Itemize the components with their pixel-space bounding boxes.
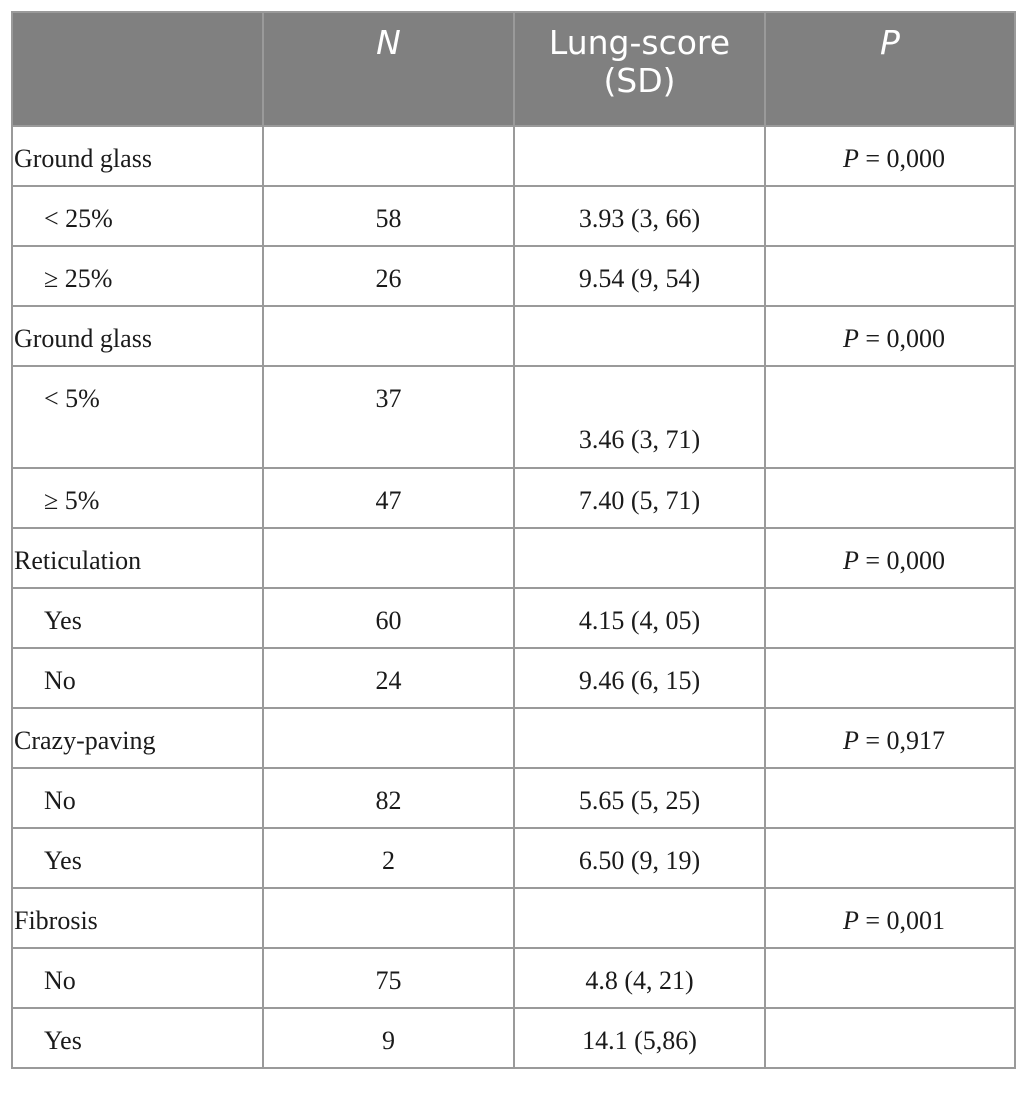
n-cell: 47: [263, 468, 514, 528]
table-row: [12, 1008, 1015, 1068]
lung-score-value: 3.46 (3, 71): [578, 425, 701, 454]
p-value-cell: [765, 768, 1015, 828]
table-row: [12, 468, 1015, 528]
n-cell: 37: [263, 366, 514, 468]
p-symbol: P: [842, 144, 859, 173]
table-row: [12, 366, 1015, 468]
header-row: [12, 12, 1015, 126]
sub-label: No: [12, 768, 263, 828]
group-label: Crazy-paving: [12, 708, 263, 768]
p-equals: =: [858, 726, 887, 755]
lung-score-cell: 14.1 (5,86): [514, 1008, 765, 1068]
p-value-cell: [765, 468, 1015, 528]
p-equals: =: [858, 546, 887, 575]
lung-score-cell: [514, 708, 765, 768]
table-row: [12, 588, 1015, 648]
lung-score-cell: [514, 306, 765, 366]
n-cell: 60: [263, 588, 514, 648]
sub-label: < 5%: [12, 366, 263, 468]
header-lung-score: Lung-score (SD): [514, 12, 765, 126]
group-row: [12, 708, 1015, 768]
n-cell: [263, 888, 514, 948]
p-value-cell: [765, 306, 1015, 366]
group-label: Reticulation: [12, 528, 263, 588]
lung-score-cell: 5.65 (5, 25): [514, 768, 765, 828]
table-row: [12, 648, 1015, 708]
p-value-cell: [765, 126, 1015, 186]
group-row: [12, 126, 1015, 186]
group-row: [12, 888, 1015, 948]
sub-label: No: [12, 948, 263, 1008]
group-row: [12, 306, 1015, 366]
p-value: 0,001: [886, 906, 946, 935]
lung-score-cell: 4.8 (4, 21): [514, 948, 765, 1008]
sub-label: Yes: [12, 588, 263, 648]
lung-score-cell: 4.15 (4, 05): [514, 588, 765, 648]
n-cell: [263, 708, 514, 768]
lung-score-cell: 9.46 (6, 15): [514, 648, 765, 708]
lung-score-cell: 9.54 (9, 54): [514, 246, 765, 306]
n-cell: 2: [263, 828, 514, 888]
lung-score-cell: [514, 888, 765, 948]
group-label: Ground glass: [12, 126, 263, 186]
p-value: 0,000: [886, 144, 946, 173]
header-p: P: [765, 12, 1015, 126]
p-equals: =: [858, 324, 887, 353]
p-value-cell: [765, 888, 1015, 948]
sub-label: No: [12, 648, 263, 708]
table-row: [12, 948, 1015, 1008]
group-label: Ground glass: [12, 306, 263, 366]
header-n: N: [263, 12, 514, 126]
lung-score-cell: [514, 126, 765, 186]
sub-label: ≥ 5%: [12, 468, 263, 528]
sub-label: Yes: [12, 828, 263, 888]
p-equals: =: [858, 906, 887, 935]
group-row: [12, 528, 1015, 588]
table-row: [12, 828, 1015, 888]
n-cell: [263, 528, 514, 588]
p-value-cell: [765, 528, 1015, 588]
p-value-cell: [765, 948, 1015, 1008]
p-value-cell: [765, 1008, 1015, 1068]
lung-score-cell: 7.40 (5, 71): [514, 468, 765, 528]
lung-score-cell: [514, 528, 765, 588]
p-value-cell: [765, 828, 1015, 888]
p-value-cell: [765, 708, 1015, 768]
lung-score-cell: 6.50 (9, 19): [514, 828, 765, 888]
p-value: 0,000: [886, 546, 946, 575]
n-cell: [263, 126, 514, 186]
sub-label: Yes: [12, 1008, 263, 1068]
sub-label: ≥ 25%: [12, 246, 263, 306]
n-cell: 26: [263, 246, 514, 306]
p-value-cell: [765, 588, 1015, 648]
lung-score-cell: 3.93 (3, 66): [514, 186, 765, 246]
p-symbol: P: [842, 726, 859, 755]
p-value: 0,917: [886, 726, 946, 755]
n-cell: 75: [263, 948, 514, 1008]
p-symbol: P: [842, 546, 859, 575]
table-body: [12, 126, 1015, 1068]
n-cell: 82: [263, 768, 514, 828]
table-row: [12, 186, 1015, 246]
table-header: [12, 12, 1015, 126]
lung-score-cell: [514, 366, 765, 468]
sub-label: < 25%: [12, 186, 263, 246]
p-value-cell: [765, 366, 1015, 468]
results-table: [11, 11, 1016, 1069]
p-symbol: P: [842, 324, 859, 353]
group-label: Fibrosis: [12, 888, 263, 948]
table-row: [12, 768, 1015, 828]
n-cell: [263, 306, 514, 366]
table-row: [12, 246, 1015, 306]
p-value-cell: [765, 186, 1015, 246]
n-cell: 24: [263, 648, 514, 708]
p-equals: =: [858, 144, 887, 173]
header-variable: [12, 12, 263, 126]
p-symbol: P: [842, 906, 859, 935]
p-value-cell: [765, 648, 1015, 708]
n-cell: 9: [263, 1008, 514, 1068]
p-value-cell: [765, 246, 1015, 306]
p-value: 0,000: [886, 324, 946, 353]
n-cell: 58: [263, 186, 514, 246]
